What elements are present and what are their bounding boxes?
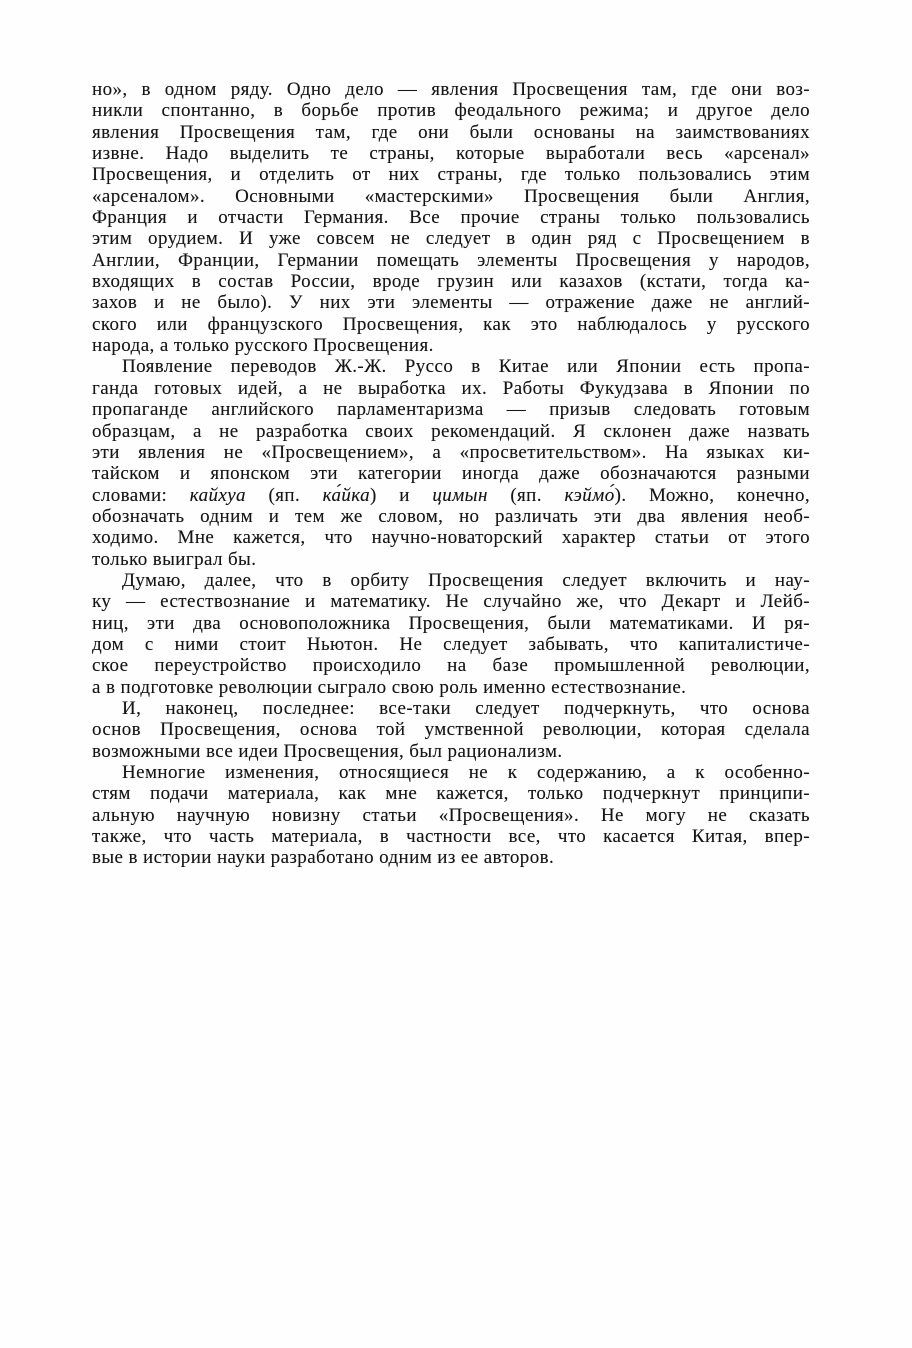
text-line: Появление переводов Ж.-Ж. Руссо в Китае или Японии есть пропа- xyxy=(122,356,810,378)
paragraph xyxy=(92,698,810,762)
paragraph xyxy=(92,570,810,698)
text-line: ниц, эти два основоположника Просвещения, были математиками. И ря- xyxy=(92,612,810,634)
text-line: обозначать одним и тем же словом, но различать эти два явления необ- xyxy=(92,505,810,527)
text-line: Франция и отчасти Германия. Все прочие страны только пользовались xyxy=(92,207,810,229)
text-line: а в подготовке революции сыграло свою роль именно естествознание. xyxy=(92,676,687,698)
text-segment: (яп. xyxy=(245,484,323,506)
text-line xyxy=(92,485,810,506)
text-line: только выиграл бы. xyxy=(92,548,257,570)
paragraph xyxy=(92,356,810,569)
text-line: эти явления не «Просвещением», а «просветительством». На языках ки- xyxy=(92,441,810,463)
italic-term: кайхуа xyxy=(189,484,246,506)
text-line: стям подачи материала, как мне кажется, только подчеркнут принципи- xyxy=(92,783,810,805)
text-line: этим орудием. И уже совсем не следует в один ряд с Просвещением в xyxy=(92,228,810,250)
italic-term: кэймо́ xyxy=(564,484,615,506)
text-line: ганда готовых идей, а не выработка их. Работы Фукудзава в Японии по xyxy=(92,377,810,399)
text-line: тайском и японском эти категории иногда даже обозначаются разными xyxy=(92,463,810,485)
text-line: ского или французского Просвещения, как это наблюдалось у русского xyxy=(92,313,810,335)
italic-term: цимын xyxy=(432,484,488,506)
text-line: «арсеналом». Основными «мастерскими» Просвещения были Англия, xyxy=(92,185,810,207)
text-line: Думаю, далее, что в орбиту Просвещения следует включить и нау- xyxy=(122,569,810,591)
text-line: входящих в состав России, вроде грузин или казахов (кстати, тогда ка- xyxy=(92,271,810,293)
text-line: вые в истории науки разработано одним из ее авторов. xyxy=(92,847,555,869)
text-line: извне. Надо выделить те страны, которые выработали весь «арсенал» xyxy=(92,143,810,165)
text-segment: ). Можно, конечно, xyxy=(614,484,811,506)
text-line: явления Просвещения там, где они были основаны на заимствованиях xyxy=(92,121,810,143)
text-line: И, наконец, последнее: все-таки следует подчеркнуть, что основа xyxy=(122,697,810,719)
text-line: народа, а только русского Просвещения. xyxy=(92,335,434,357)
text-line: дом с ними стоит Ньютон. Не следует забывать, что капиталистиче- xyxy=(92,633,810,655)
text-segment: (яп. xyxy=(487,484,565,506)
italic-term: ка́йка xyxy=(322,484,370,506)
text-line: Англии, Франции, Германии помещать элементы Просвещения у народов, xyxy=(92,249,810,271)
text-line: Просвещения, и отделить от них страны, где только пользовались этим xyxy=(92,164,810,186)
text-line: возможными все идеи Просвещения, был рационализм. xyxy=(92,740,563,762)
text-line: захов и не было). У них эти элементы — отражение даже не англий- xyxy=(92,292,810,314)
text-line: образцам, а не разработка своих рекомендаций. Я склонен даже назвать xyxy=(92,420,810,442)
text-line: никли спонтанно, в борьбе против феодального режима; и другое дело xyxy=(92,100,810,122)
text-line: ходимо. Мне кажется, что научно-новаторский характер статьи от этого xyxy=(92,527,810,549)
text-line: альную научную новизну статьи «Просвещения». Не могу не сказать xyxy=(92,804,810,826)
text-column xyxy=(92,79,810,869)
text-line: ское переустройство происходило на базе промышленной революции, xyxy=(92,655,810,677)
text-line: но», в одном ряду. Одно дело — явления Просвещения там, где они воз- xyxy=(92,79,810,100)
paragraph xyxy=(92,762,810,869)
text-line: пропаганде английского парламентаризма — призыв следовать готовым xyxy=(92,399,810,421)
text-line: Немногие изменения, относящиеся не к содержанию, а к особенно- xyxy=(122,762,810,783)
text-line: основ Просвещения, основа той умственной революции, которая сделала xyxy=(92,719,810,741)
text-segment: словами: xyxy=(92,484,190,506)
paragraph xyxy=(92,79,810,356)
text-segment: ) и xyxy=(369,484,433,506)
text-line: ку — естествознание и математику. Не случайно же, что Декарт и Лейб- xyxy=(92,591,810,613)
text-line: также, что часть материала, в частности все, что касается Китая, впер- xyxy=(92,826,810,848)
